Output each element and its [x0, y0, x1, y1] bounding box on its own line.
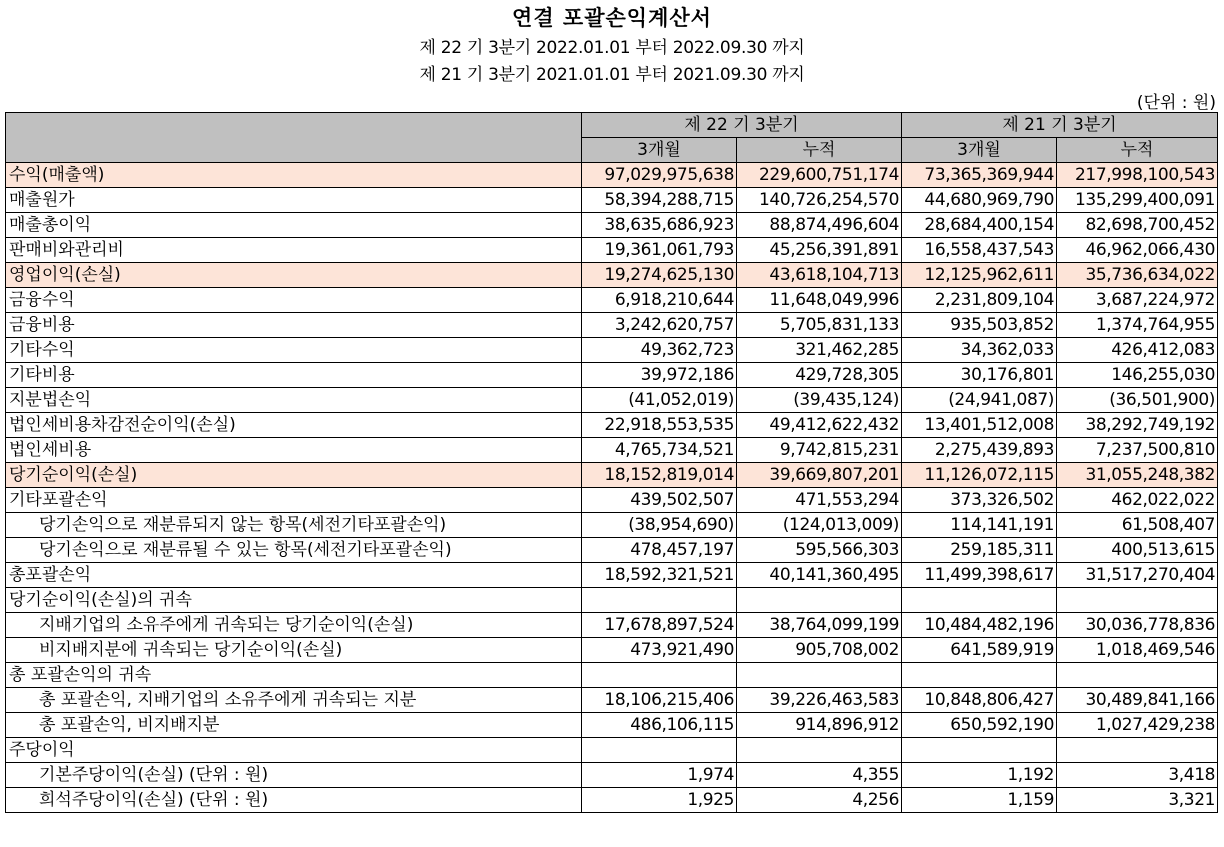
table-row [6, 613, 1218, 638]
value-current-cumulative: 4,355 [737, 763, 902, 788]
value-prior-3months [902, 588, 1057, 613]
value-current-3months: (38,954,690) [582, 513, 737, 538]
table-row [6, 488, 1218, 513]
value-current-3months: 58,394,288,715 [582, 188, 737, 213]
value-prior-3months [902, 738, 1057, 763]
value-current-cumulative: 471,553,294 [737, 488, 902, 513]
value-current-cumulative [737, 663, 902, 688]
value-prior-cumulative: 426,412,083 [1057, 338, 1218, 363]
header-current-3months: 3개월 [582, 138, 737, 163]
value-prior-cumulative: 3,321 [1057, 788, 1218, 813]
value-prior-3months: 114,141,191 [902, 513, 1057, 538]
value-current-cumulative: 5,705,831,133 [737, 313, 902, 338]
table-row [6, 538, 1218, 563]
value-current-cumulative: 11,648,049,996 [737, 288, 902, 313]
value-prior-cumulative: 146,255,030 [1057, 363, 1218, 388]
row-label: 금융비용 [6, 313, 582, 338]
value-prior-3months: 650,592,190 [902, 713, 1057, 738]
value-current-cumulative: (124,013,009) [737, 513, 902, 538]
value-prior-3months: 13,401,512,008 [902, 413, 1057, 438]
row-label: 기타수익 [6, 338, 582, 363]
value-prior-cumulative: 46,962,066,430 [1057, 238, 1218, 263]
row-label: 수익(매출액) [6, 163, 582, 188]
row-label: 기타비용 [6, 363, 582, 388]
value-prior-cumulative: 3,687,224,972 [1057, 288, 1218, 313]
unit-note: (단위 : 원) [1136, 93, 1216, 113]
value-current-3months: 17,678,897,524 [582, 613, 737, 638]
value-prior-cumulative: 462,022,022 [1057, 488, 1218, 513]
value-current-3months: 6,918,210,644 [582, 288, 737, 313]
value-prior-3months: 11,126,072,115 [902, 463, 1057, 488]
value-prior-3months: 16,558,437,543 [902, 238, 1057, 263]
value-current-3months: 19,274,625,130 [582, 263, 737, 288]
row-label: 법인세비용 [6, 438, 582, 463]
row-label: 당기순이익(손실)의 귀속 [6, 588, 582, 613]
value-current-cumulative: (39,435,124) [737, 388, 902, 413]
table-row [6, 388, 1218, 413]
value-prior-3months: 11,499,398,617 [902, 563, 1057, 588]
value-current-cumulative: 429,728,305 [737, 363, 902, 388]
value-current-3months: 39,972,186 [582, 363, 737, 388]
value-prior-cumulative: 30,489,841,166 [1057, 688, 1218, 713]
value-prior-cumulative: 1,374,764,955 [1057, 313, 1218, 338]
row-label: 판매비와관리비 [6, 238, 582, 263]
value-prior-3months: 2,231,809,104 [902, 288, 1057, 313]
value-current-3months [582, 738, 737, 763]
value-current-cumulative: 229,600,751,174 [737, 163, 902, 188]
value-current-cumulative: 39,669,807,201 [737, 463, 902, 488]
value-current-3months: 1,925 [582, 788, 737, 813]
table-row [6, 713, 1218, 738]
value-prior-cumulative: 38,292,749,192 [1057, 413, 1218, 438]
value-current-3months: 4,765,734,521 [582, 438, 737, 463]
value-current-cumulative: 45,256,391,891 [737, 238, 902, 263]
value-prior-cumulative [1057, 738, 1218, 763]
table-row [6, 563, 1218, 588]
row-label: 기본주당이익(손실) (단위 : 원) [6, 763, 582, 788]
table-row [6, 288, 1218, 313]
value-prior-3months [902, 663, 1057, 688]
row-label: 금융수익 [6, 288, 582, 313]
table-row [6, 213, 1218, 238]
value-current-3months: 473,921,490 [582, 638, 737, 663]
row-label: 총 포괄손익의 귀속 [6, 663, 582, 688]
value-prior-cumulative: 1,018,469,546 [1057, 638, 1218, 663]
value-prior-3months: 373,326,502 [902, 488, 1057, 513]
table-row [6, 238, 1218, 263]
table-row [6, 363, 1218, 388]
table-row [6, 663, 1218, 688]
value-current-3months: 38,635,686,923 [582, 213, 737, 238]
row-label: 총포괄손익 [6, 563, 582, 588]
value-current-cumulative: 321,462,285 [737, 338, 902, 363]
value-current-cumulative: 140,726,254,570 [737, 188, 902, 213]
value-current-cumulative: 88,874,496,604 [737, 213, 902, 238]
row-label: 지분법손익 [6, 388, 582, 413]
value-current-cumulative: 38,764,099,199 [737, 613, 902, 638]
value-prior-3months: 28,684,400,154 [902, 213, 1057, 238]
row-label: 매출원가 [6, 188, 582, 213]
value-current-cumulative: 4,256 [737, 788, 902, 813]
value-prior-cumulative [1057, 588, 1218, 613]
value-current-3months [582, 663, 737, 688]
value-current-3months: 3,242,620,757 [582, 313, 737, 338]
row-label: 비지배지분에 귀속되는 당기순이익(손실) [6, 638, 582, 663]
row-label: 기타포괄손익 [6, 488, 582, 513]
table-row [6, 313, 1218, 338]
value-prior-3months: 1,192 [902, 763, 1057, 788]
value-prior-3months: (24,941,087) [902, 388, 1057, 413]
value-current-cumulative: 595,566,303 [737, 538, 902, 563]
value-current-3months: 18,106,215,406 [582, 688, 737, 713]
row-label: 총 포괄손익, 비지배지분 [6, 713, 582, 738]
row-label: 당기손익으로 재분류될 수 있는 항목(세전기타포괄손익) [6, 538, 582, 563]
row-label: 당기순이익(손실) [6, 463, 582, 488]
value-current-3months: 1,974 [582, 763, 737, 788]
value-prior-cumulative: 3,418 [1057, 763, 1218, 788]
value-current-3months [582, 588, 737, 613]
value-prior-3months: 10,484,482,196 [902, 613, 1057, 638]
value-prior-cumulative: 82,698,700,452 [1057, 213, 1218, 238]
value-current-cumulative: 49,412,622,432 [737, 413, 902, 438]
table-row [6, 638, 1218, 663]
value-prior-3months: 30,176,801 [902, 363, 1057, 388]
value-current-cumulative [737, 588, 902, 613]
value-prior-cumulative: 31,517,270,404 [1057, 563, 1218, 588]
value-current-3months: 439,502,507 [582, 488, 737, 513]
value-prior-cumulative: 135,299,400,091 [1057, 188, 1218, 213]
value-current-cumulative: 914,896,912 [737, 713, 902, 738]
value-current-3months: 19,361,061,793 [582, 238, 737, 263]
value-current-3months: 22,918,553,535 [582, 413, 737, 438]
table-row [6, 588, 1218, 613]
value-prior-3months: 73,365,369,944 [902, 163, 1057, 188]
value-current-cumulative: 43,618,104,713 [737, 263, 902, 288]
header-prior-3months: 3개월 [902, 138, 1057, 163]
table-body [6, 163, 1218, 813]
value-current-cumulative: 40,141,360,495 [737, 563, 902, 588]
table-row [6, 163, 1218, 188]
value-prior-3months: 935,503,852 [902, 313, 1057, 338]
table-row [6, 188, 1218, 213]
table-row [6, 788, 1218, 813]
value-prior-3months: 34,362,033 [902, 338, 1057, 363]
table-row [6, 763, 1218, 788]
value-prior-cumulative: 35,736,634,022 [1057, 263, 1218, 288]
value-prior-3months: 44,680,969,790 [902, 188, 1057, 213]
value-current-cumulative: 905,708,002 [737, 638, 902, 663]
row-label: 영업이익(손실) [6, 263, 582, 288]
value-prior-cumulative: 7,237,500,810 [1057, 438, 1218, 463]
header-period-current: 제 22 기 3분기 [582, 113, 902, 138]
value-prior-3months: 641,589,919 [902, 638, 1057, 663]
value-current-3months: 18,152,819,014 [582, 463, 737, 488]
value-prior-3months: 10,848,806,427 [902, 688, 1057, 713]
period-line-prior: 제 21 기 3분기 2021.01.01 부터 2021.09.30 까지 [419, 65, 805, 85]
header-row-periods [6, 113, 1218, 138]
row-label: 총 포괄손익, 지배기업의 소유주에게 귀속되는 지분 [6, 688, 582, 713]
value-current-3months: 49,362,723 [582, 338, 737, 363]
header-period-prior: 제 21 기 3분기 [902, 113, 1218, 138]
period-line-current: 제 22 기 3분기 2022.01.01 부터 2022.09.30 까지 [419, 38, 805, 58]
value-prior-3months: 2,275,439,893 [902, 438, 1057, 463]
table-row [6, 263, 1218, 288]
row-label: 희석주당이익(손실) (단위 : 원) [6, 788, 582, 813]
header-current-cumulative: 누적 [737, 138, 902, 163]
value-prior-cumulative: 400,513,615 [1057, 538, 1218, 563]
table-header [6, 113, 1218, 163]
value-prior-3months: 259,185,311 [902, 538, 1057, 563]
value-prior-3months: 1,159 [902, 788, 1057, 813]
row-label: 당기손익으로 재분류되지 않는 항목(세전기타포괄손익) [6, 513, 582, 538]
table-row [6, 513, 1218, 538]
income-statement-table [5, 112, 1218, 813]
value-current-cumulative [737, 738, 902, 763]
statement-title: 연결 포괄손익계산서 [512, 6, 712, 30]
value-prior-cumulative: 31,055,248,382 [1057, 463, 1218, 488]
value-prior-cumulative: 1,027,429,238 [1057, 713, 1218, 738]
table-row [6, 688, 1218, 713]
table-row [6, 338, 1218, 363]
row-label: 주당이익 [6, 738, 582, 763]
value-current-3months: (41,052,019) [582, 388, 737, 413]
table-row [6, 463, 1218, 488]
value-prior-cumulative: 61,508,407 [1057, 513, 1218, 538]
header-account-blank [6, 113, 582, 163]
value-current-3months: 478,457,197 [582, 538, 737, 563]
value-prior-cumulative: 30,036,778,836 [1057, 613, 1218, 638]
value-current-3months: 97,029,975,638 [582, 163, 737, 188]
row-label: 매출총이익 [6, 213, 582, 238]
value-current-3months: 486,106,115 [582, 713, 737, 738]
header-prior-cumulative: 누적 [1057, 138, 1218, 163]
value-prior-cumulative: 217,998,100,543 [1057, 163, 1218, 188]
value-current-cumulative: 39,226,463,583 [737, 688, 902, 713]
value-prior-3months: 12,125,962,611 [902, 263, 1057, 288]
value-current-cumulative: 9,742,815,231 [737, 438, 902, 463]
table-row [6, 438, 1218, 463]
value-prior-cumulative: (36,501,900) [1057, 388, 1218, 413]
row-label: 법인세비용차감전순이익(손실) [6, 413, 582, 438]
value-prior-cumulative [1057, 663, 1218, 688]
value-current-3months: 18,592,321,521 [582, 563, 737, 588]
row-label: 지배기업의 소유주에게 귀속되는 당기순이익(손실) [6, 613, 582, 638]
table-row [6, 413, 1218, 438]
table-row [6, 738, 1218, 763]
